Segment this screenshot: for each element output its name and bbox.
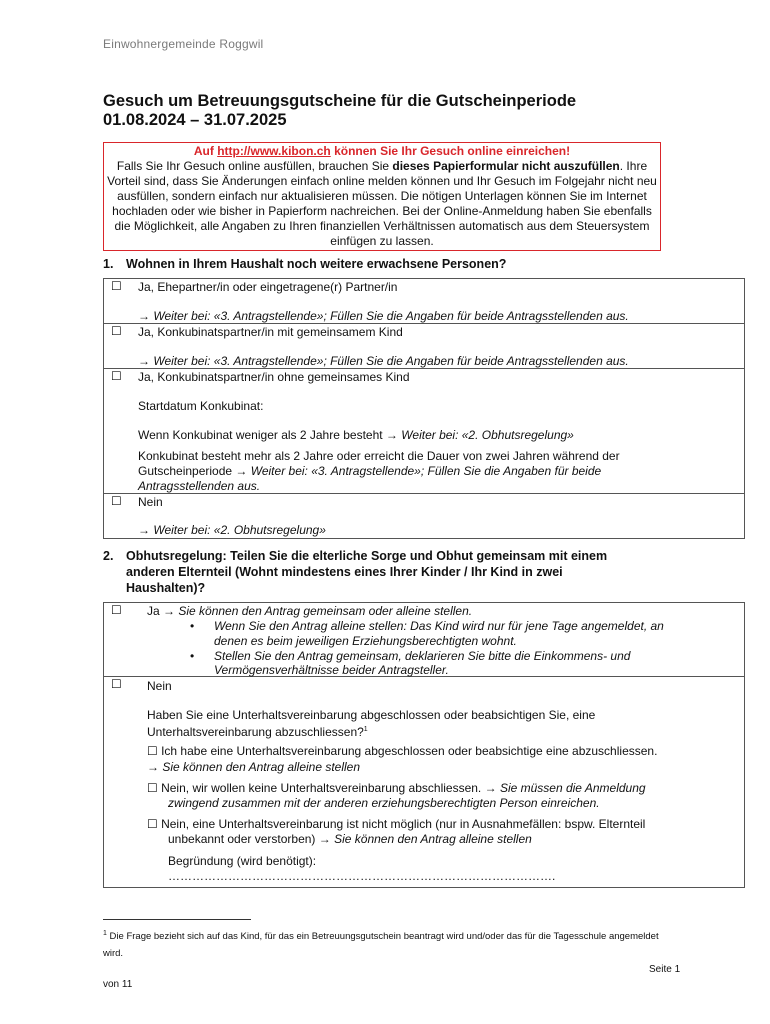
q1-options-table <box>103 278 745 539</box>
reason-field[interactable]: ……………………………………………………………………………………. <box>168 869 556 883</box>
footnote: $^1$ Die Frage bezieht sich auf das Kind, für das ein Betreuungsgutschein beantragt wird und/oder das für die Tagesschule angemeldet wird. <box>103 930 659 960</box>
q1-option-3: ☐ Ja, Konkubinatspartner/in ohne gemeinsames Kind Startdatum Konkubinat: Wenn Konkubinat weniger als 2 Jahre besteht → Weiter bei: «2. Obhutsregelung» Konkubinat besteht mehr als 2 Jahre oder erreicht die Dauer von zwei Jahren während der Gutscheinperiode → Weiter bei: «3. Antragstellende»; Füllen Sie die Angaben für beide Antragsstellenden aus. <box>111 369 620 493</box>
q1-option-1: ☐ Ja, Ehepartner/in oder eingetragene(r) Partner/in → Weiter bei: «3. Antragstellende»; Füllen Sie die Angaben für beide Antragsstellenden aus. <box>111 279 629 323</box>
page-count: von 11 <box>103 979 133 990</box>
bullet: • <box>190 619 195 633</box>
checkbox[interactable]: ☐ <box>111 677 122 691</box>
title-line-2: 01.08.2024 – 31.07.2025 <box>103 111 287 129</box>
notice-headline: Auf http://www.kibon.ch können Sie Ihr Gesuch online einreichen! <box>193 144 571 158</box>
title-line-1: Gesuch um Betreuungsgutscheine für die Gutscheinperiode <box>103 92 577 110</box>
q1-title: Wohnen in Ihrem Haushalt noch weitere erwachsene Personen? <box>126 257 507 271</box>
checkbox[interactable]: ☐ <box>111 279 122 293</box>
sub-option-2[interactable]: ☐ Nein, wir wollen keine Unterhaltsvereinbarung abschliessen. → Sie müssen die Anmeldung <box>147 781 646 795</box>
checkbox[interactable]: ☐ <box>111 324 122 338</box>
checkbox[interactable]: ☐ <box>111 494 122 508</box>
konkubinat-start-date: Startdatum Konkubinat: <box>138 399 264 413</box>
q1-option-4: ☐ Nein → Weiter bei: «2. Obhutsregelung» <box>111 494 326 537</box>
q2-heading: 2. Obhutsregelung: Teilen Sie die elterliche Sorge und Obhut gemeinsam mit einem anderen Elternteil (Wohnt mindestens eines Ihrer Kinder / Ihr Kind in zwei Haushalten)? <box>103 548 703 596</box>
q1-option-2: ☐ Ja, Konkubinatspartner/in mit gemeinsamem Kind → Weiter bei: «3. Antragstellende»; Füllen Sie die Angaben für beide Antragsstellenden aus. <box>111 324 629 368</box>
q2-title: Obhutsregelung: Teilen Sie die elterliche Sorge und Obhut gemeinsam mit einem anderen Elternteil (Wohnt mindestens eines Ihrer Kinder / Ihr Kind in zwei Haushalten)? <box>126 549 608 595</box>
sub-option-3[interactable]: ☐ Nein, eine Unterhaltsvereinbarung ist nicht möglich (nur in Ausnahmefällen: bspw. Elternteil <box>147 817 646 831</box>
footnote-divider <box>103 919 251 920</box>
checkbox[interactable]: ☐ <box>111 603 122 617</box>
reason-label: Begründung (wird benötigt): <box>168 854 317 868</box>
bullet: • <box>190 649 195 663</box>
q2-options-table <box>103 602 745 888</box>
sub-option-1[interactable]: ☐ Ich habe eine Unterhaltsvereinbarung abgeschlossen oder beabsichtige eine abzuschliessen. <box>147 744 658 758</box>
checkbox[interactable]: ☐ <box>111 369 122 383</box>
online-notice-box <box>103 142 661 251</box>
q1-heading: 1. Wohnen in Ihrem Haushalt noch weitere erwachsene Personen? <box>103 256 703 272</box>
footnote-ref: 1 <box>363 726 368 733</box>
q2-option-ja: ☐ Ja → Sie können den Antrag gemeinsam oder alleine stellen. • Wenn Sie den Antrag alleine stellen: Das Kind wird nur für jene Tage angemeldet, an denen es beim jeweiligen Erziehungsberechtigten wohnt. • Stellen Sie den Antrag gemeinsam, deklarieren Sie bitte die Einkommens- und Vermögensverhältnisse beider Antragsteller. <box>111 603 664 677</box>
notice-body: Falls Sie Ihr Gesuch online ausfüllen, brauchen Sie dieses Papierformular nicht auszufüllen. Ihre Vorteil sind, dass Sie Änderungen einfach online melden können und Ihr Gesuch im Folgejahr nicht neu ausfüllen, sondern einfach nur aktualisieren müssen. Die nötigen Unterlagen können Sie im Internet hochladen oder wie bisher in Papierform nachreichen. Bei der Online-Anmeldung haben Sie ebenfalls die Möglichkeit, alle Angaben zu Ihren finanziellen Verhältnissen automatisch aus dem Steuersystem einfügen zu lassen. <box>107 159 657 248</box>
q2-option-nein: ☐ Nein Haben Sie eine Unterhaltsvereinbarung abgeschlossen oder beabsichtigen Sie, eine Unterhaltsvereinbarung abzuschliessen?$^1$ ☐ Ich habe eine Unterhaltsvereinbarung abgeschlossen oder beabsichtige eine abzuschliessen. → Sie können den Antrag alleine stellen ☐ Nein, wir wollen keine Unterhaltsvereinbarung abschliessen. → Sie müssen die Anmeldung zwingend zusammen mit der anderen erziehungsberechtigten Person einreichen. ☐ Nein, eine Unterhaltsvereinbarung ist nicht möglich (nur in Ausnahmefällen: bspw. Elternteil unbekannt oder verstorben) → Sie können den Antrag alleine stellen Begründung (wird benötigt): ……………………………………………………………………………………. <box>111 677 658 883</box>
kibon-link[interactable]: http://www.kibon.ch <box>217 144 331 158</box>
page-number: Seite 1 <box>649 964 681 975</box>
document-header: Einwohnergemeinde Roggwil <box>103 37 264 51</box>
page-title <box>103 92 663 130</box>
notice-bold: dieses Papierformular nicht auszufüllen <box>392 159 620 173</box>
